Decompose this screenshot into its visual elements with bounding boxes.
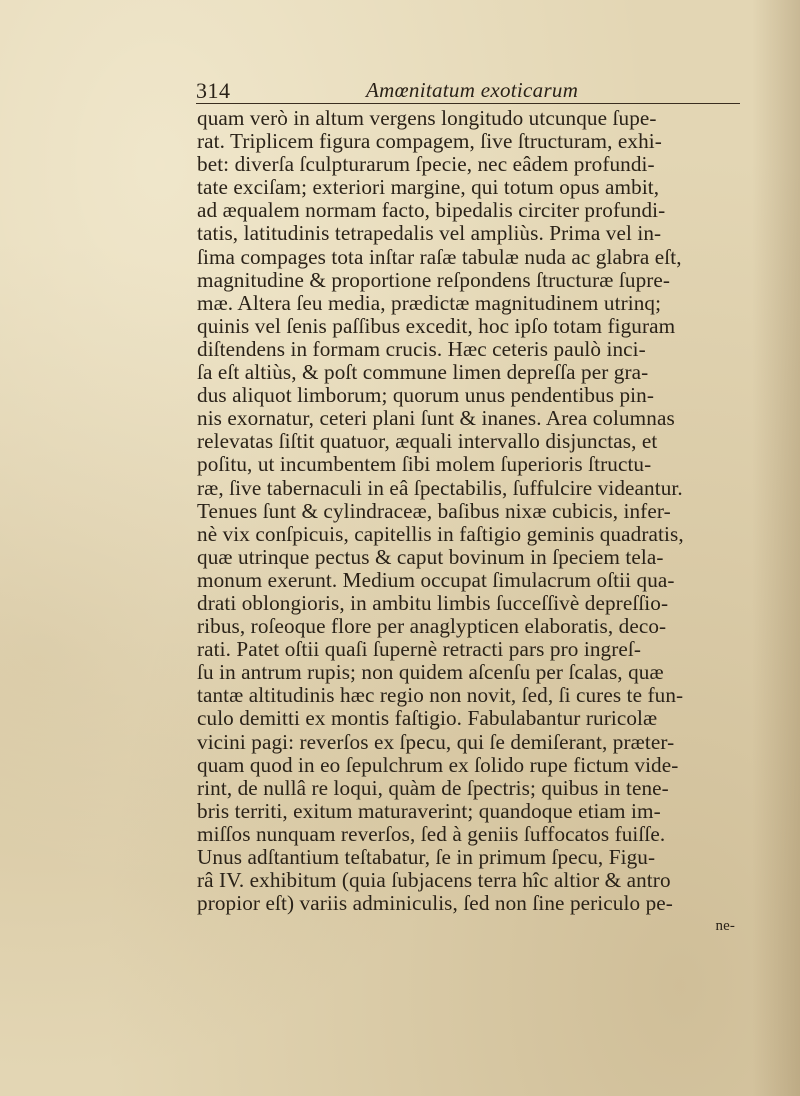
text-line: ribus, roſeoque flore per anaglypticen elaboratis, deco- [197,614,667,639]
text-line: rat. Triplicem figura compagem, ſive ſtructuram, exhi- [197,129,662,154]
text-line: nis exornatur, ceteri plani ſunt & inanes. Area columnas [197,406,675,431]
header-rule [196,103,740,104]
running-title: Amœnitatum exoticarum [366,78,579,102]
text-line: ne- [715,918,735,935]
text-line: dus aliquot limborum; quorum unus pendentibus pin- [197,383,654,408]
text-line: ſima compages tota inſtar raſæ tabulæ nuda ac glabra eſt, [197,244,682,269]
text-line: rati. Patet oſtii quaſi ſupernè retracti pars pro ingreſ- [197,637,642,662]
body-text [197,107,745,1052]
text-line: ſa eſt altiùs, & poſt commune limen depreſſa per gra- [197,360,649,385]
text-line: vicini pagi: reverſos ex ſpecu, qui ſe demiſerant, præter- [197,729,675,754]
text-line: monum exerunt. Medium occupat ſimulacrum oſtii qua- [197,567,675,592]
text-line: mæ. Altera ſeu media, prædictæ magnitudinem utrinq; [197,290,662,315]
text-line: quæ utrinque pectus & caput bovinum in ſpeciem tela- [197,544,664,569]
text-line: culo demitti ex montis faſtigio. Fabulabantur ruricolæ [197,706,658,731]
text-line: tatis, latitudinis tetrapedalis vel ampliùs. Prima vel in- [197,221,662,246]
text-line: quinis vel ſenis paſſibus excedit, hoc ipſo totam figuram [197,313,676,338]
page-number: 314 [196,78,231,103]
text-line: rint, de nullâ re loqui, quàm de ſpectris; quibus in tene- [197,775,669,800]
text-line: relevatas ſiſtit quatuor, æquali intervallo disjunctas, et [197,429,658,454]
text-line: ræ, ſive tabernaculi in eâ ſpectabilis, ſuffulcire videantur. [197,475,683,500]
page-gutter-shadow [752,0,800,1096]
text-line: ſu in antrum rupis; non quidem aſcenſu per ſcalas, quæ [197,660,664,685]
text-line: nè vix conſpicuis, capitellis in faſtigio geminis quadratis, [197,521,684,546]
text-line: magnitudine & proportione reſpondens ſtructuræ ſupre- [197,267,671,292]
text-line: miſſos nunquam reverſos, ſed à geniis ſuffocatos fuiſſe. [197,821,666,846]
text-line: drati oblongioris, in ambitu limbis ſucceſſivè depreſſio- [197,590,669,615]
text-line: râ IV. exhibitum (quia ſubjacens terra hîc altior & antro [197,868,671,893]
text-line: quam quod in eo ſepulchrum ex ſolido rupe fictum vide- [197,752,679,777]
text-line: ad æqualem normam facto, bipedalis circiter profundi- [197,198,666,223]
running-head [196,78,736,102]
text-line: quam verò in altum vergens longitudo utcunque ſupe- [197,107,657,130]
text-line: bris territi, exitum maturaverint; quandoque etiam im- [197,798,661,823]
text-line: tate exciſam; exteriori margine, qui totum opus ambit, [197,175,660,200]
text-line: propior eſt) variis adminiculis, ſed non ſine periculo pe- [197,891,673,916]
text-line: diſtendens in formam crucis. Hæc ceteris paulò inci- [197,336,646,361]
text-line: bet: diverſa ſculpturarum ſpecie, nec eâdem profundi- [197,152,655,177]
text-line: Unus adſtantium teſtabatur, ſe in primum ſpecu, Figu- [197,845,656,869]
text-line: poſitu, ut incumbentem ſibi molem ſuperioris ſtructu- [197,452,652,477]
text-line: tantæ altitudinis hæc regio non novit, ſed, ſi cures te fun- [197,683,684,708]
text-line: Tenues ſunt & cylindraceæ, baſibus nixæ cubicis, infer- [197,498,671,523]
